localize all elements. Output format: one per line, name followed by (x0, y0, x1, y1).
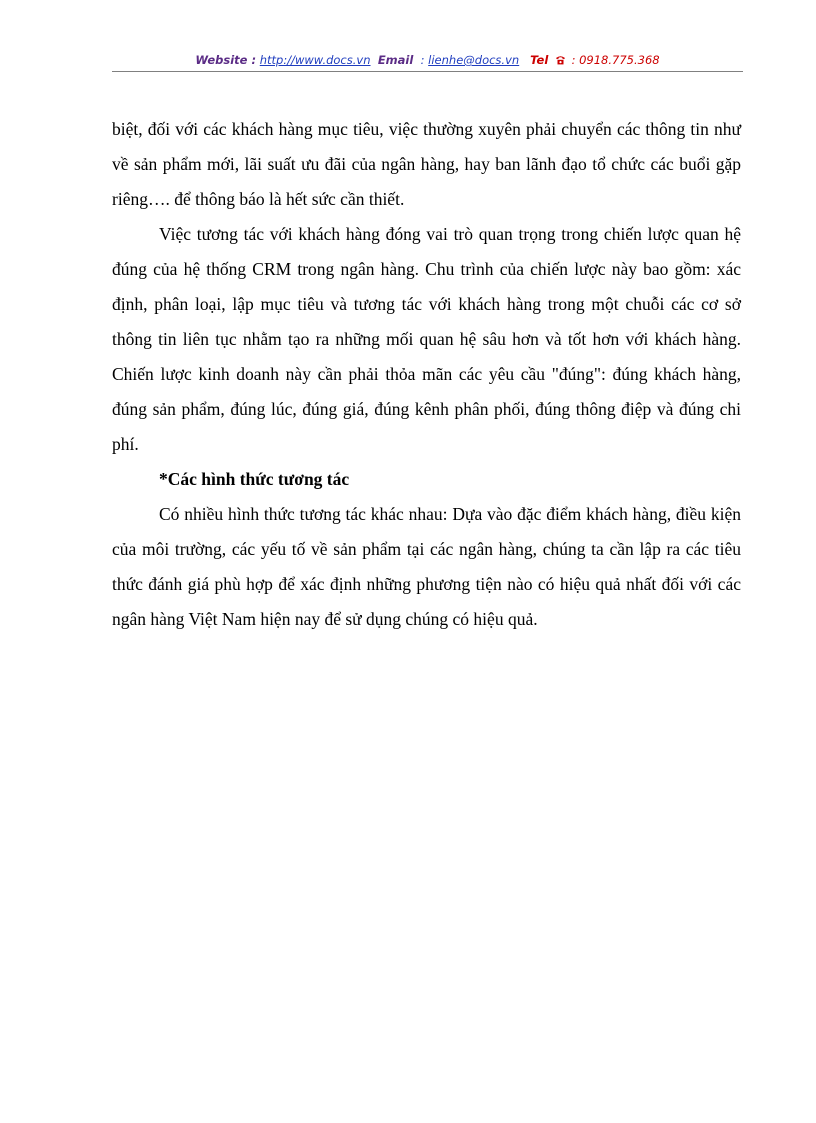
header-rule (112, 71, 743, 72)
tel-label: Tel (530, 53, 549, 67)
section-heading: *Các hình thức tương tác (159, 469, 350, 489)
phone-icon (555, 55, 566, 65)
page-header (112, 52, 743, 68)
paragraph-continuation: biệt, đối với các khách hàng mục tiêu, việc thường xuyên phải chuyển các thông tin như về sản phẩm mới, lãi suất ưu đãi của ngân hàng, hay ban lãnh đạo tổ chức các buổi gặp riêng…. để thông báo là hết sức cần thiết. (112, 119, 741, 209)
website-link[interactable]: http://www.docs.vn (259, 53, 371, 67)
email-label: Email (377, 53, 414, 67)
tel-number[interactable]: : 0918.775.368 (571, 53, 660, 67)
document-body (112, 112, 741, 637)
paragraph-interaction-forms: Có nhiều hình thức tương tác khác nhau: Dựa vào đặc điểm khách hàng, điều kiện của môi trường, các yếu tố về sản phẩm tại các ngân hàng, chúng ta cần lập ra các tiêu thức đánh giá phù hợp để xác định những phương tiện nào có hiệu quả nhất đối với các ngân hàng Việt Nam hiện nay để sử dụng chúng có hiệu quả. (112, 504, 741, 629)
email-link[interactable]: lienhe@docs.vn (428, 53, 520, 67)
paragraph-crm-strategy: Việc tương tác với khách hàng đóng vai trò quan trọng trong chiến lược quan hệ đúng của hệ thống CRM trong ngân hàng. Chu trình của chiến lược này bao gồm: xác định, phân loại, lập mục tiêu và tương tác với khách hàng trong một chuỗi các cơ sở thông tin liên tục nhằm tạo ra những mối quan hệ sâu hơn và tốt hơn với khách hàng. Chiến lược kinh doanh này cần phải thỏa mãn các yêu cầu "đúng": đúng khách hàng, đúng sản phẩm, đúng lúc, đúng giá, đúng kênh phân phối, đúng thông điệp và đúng chi phí. (112, 224, 741, 454)
email-separator: : (420, 53, 425, 67)
website-label: Website : (195, 53, 257, 67)
